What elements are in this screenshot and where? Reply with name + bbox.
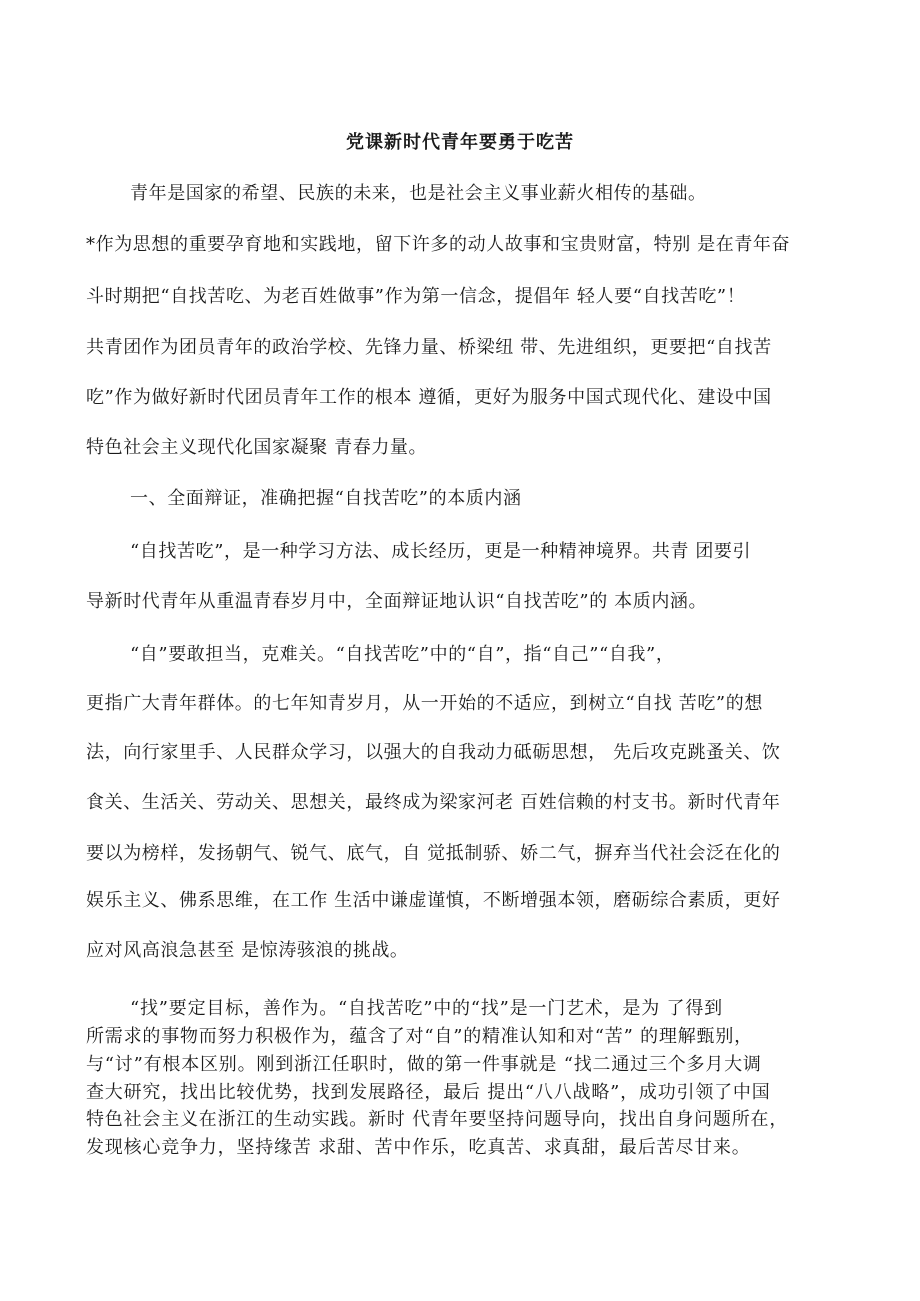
paragraph-1-line-6: 特色社会主义现代化国家凝聚 青春力量。 — [86, 437, 428, 458]
paragraph-3-line-4: 食关、生活关、劳动关、思想关，最终成为梁家河老 百姓信赖的村支书。新时代青年 — [86, 792, 781, 813]
paragraph-3-line-1: “自”要敢担当，克难关。“自找苦吃”中的“自”，指“自己”“自我”， — [130, 644, 675, 665]
paragraph-4-line-5: 特色社会主义在浙江的生动实践。新时 代青年要坚持问题导向，找出自身问题所在， — [86, 1109, 789, 1130]
document-title: 党课新时代青年要勇于吃苦 — [346, 132, 574, 153]
paragraph-3-line-2: 更指广大青年群体。的七年知青岁月，从一开始的不适应，到树立“自找 苦吃”的想 — [86, 693, 763, 714]
paragraph-4-line-3: 与“讨”有根本区别。刚到浙江任职时，做的第一件事就是 “找二通过三个多月大调 — [86, 1054, 762, 1075]
paragraph-4-line-1: “找”要定目标，善作为。“自找苦吃”中的“找”是一门艺术，是为 了得到 — [130, 998, 723, 1019]
paragraph-2-line-2: 导新时代青年从重温青春岁月中，全面辩证地认识“自找苦吃”的 本质内涵。 — [86, 591, 708, 612]
paragraph-1-line-3: 斗时期把“自找苦吃、为老百姓做事”作为第一信念，提倡年 轻人要“自找苦吃”！ — [86, 286, 746, 307]
paragraph-4-line-6: 发现核心竞争力，坚持缘苦 求甜、苦中作乐，吃真苦、求真甜，最后苦尽甘来。 — [86, 1137, 751, 1158]
paragraph-1-line-1: 青年是国家的希望、民族的未来，也是社会主义事业薪火相传的基础。 — [130, 183, 707, 204]
section-heading-1: 一、全面辩证，准确把握“自找苦吃”的本质内涵 — [130, 488, 522, 509]
paragraph-3-line-5: 要以为榜样，发扬朝气、锐气、底气，自 觉抵制骄、娇二气，摒弃当代社会泛在化的 — [86, 843, 781, 864]
paragraph-3-line-3: 法，向行家里手、人民群众学习，以强大的自我动力砥砺思想， 先后攻克跳蚤关、饮 — [86, 742, 781, 763]
paragraph-4-line-4: 查大研究，找出比较优势，找到发展路径，最后 提出“八八战略”，成功引领了中国 — [86, 1082, 771, 1103]
paragraph-3-line-6: 娱乐主义、佛系思维，在工作 生活中谦虚谨慎，不断增强本领，磨砺综合素质，更好 — [86, 890, 781, 911]
paragraph-1-line-5: 吃”作为做好新时代团员青年工作的根本 遵循，更好为服务中国式现代化、建设中国 — [86, 387, 772, 408]
paragraph-1-line-4: 共青团作为团员青年的政治学校、先锋力量、桥梁纽 带、先进组织，更要把“自找苦 — [86, 337, 772, 358]
paragraph-4-line-2: 所需求的事物而努力积极作为，蕴含了对“自”的精准认知和对“苦” 的理解甄别， — [86, 1026, 753, 1047]
paragraph-2-line-1: “自找苦吃”，是一种学习方法、成长经历，更是一种精神境界。共青 团要引 — [130, 541, 752, 562]
paragraph-3-line-7: 应对风高浪急甚至 是惊涛骇浪的挑战。 — [86, 940, 409, 961]
paragraph-1-line-2: *作为思想的重要孕育地和实践地，留下许多的动人故事和宝贵财富，特别 是在青年奋 — [86, 234, 791, 255]
